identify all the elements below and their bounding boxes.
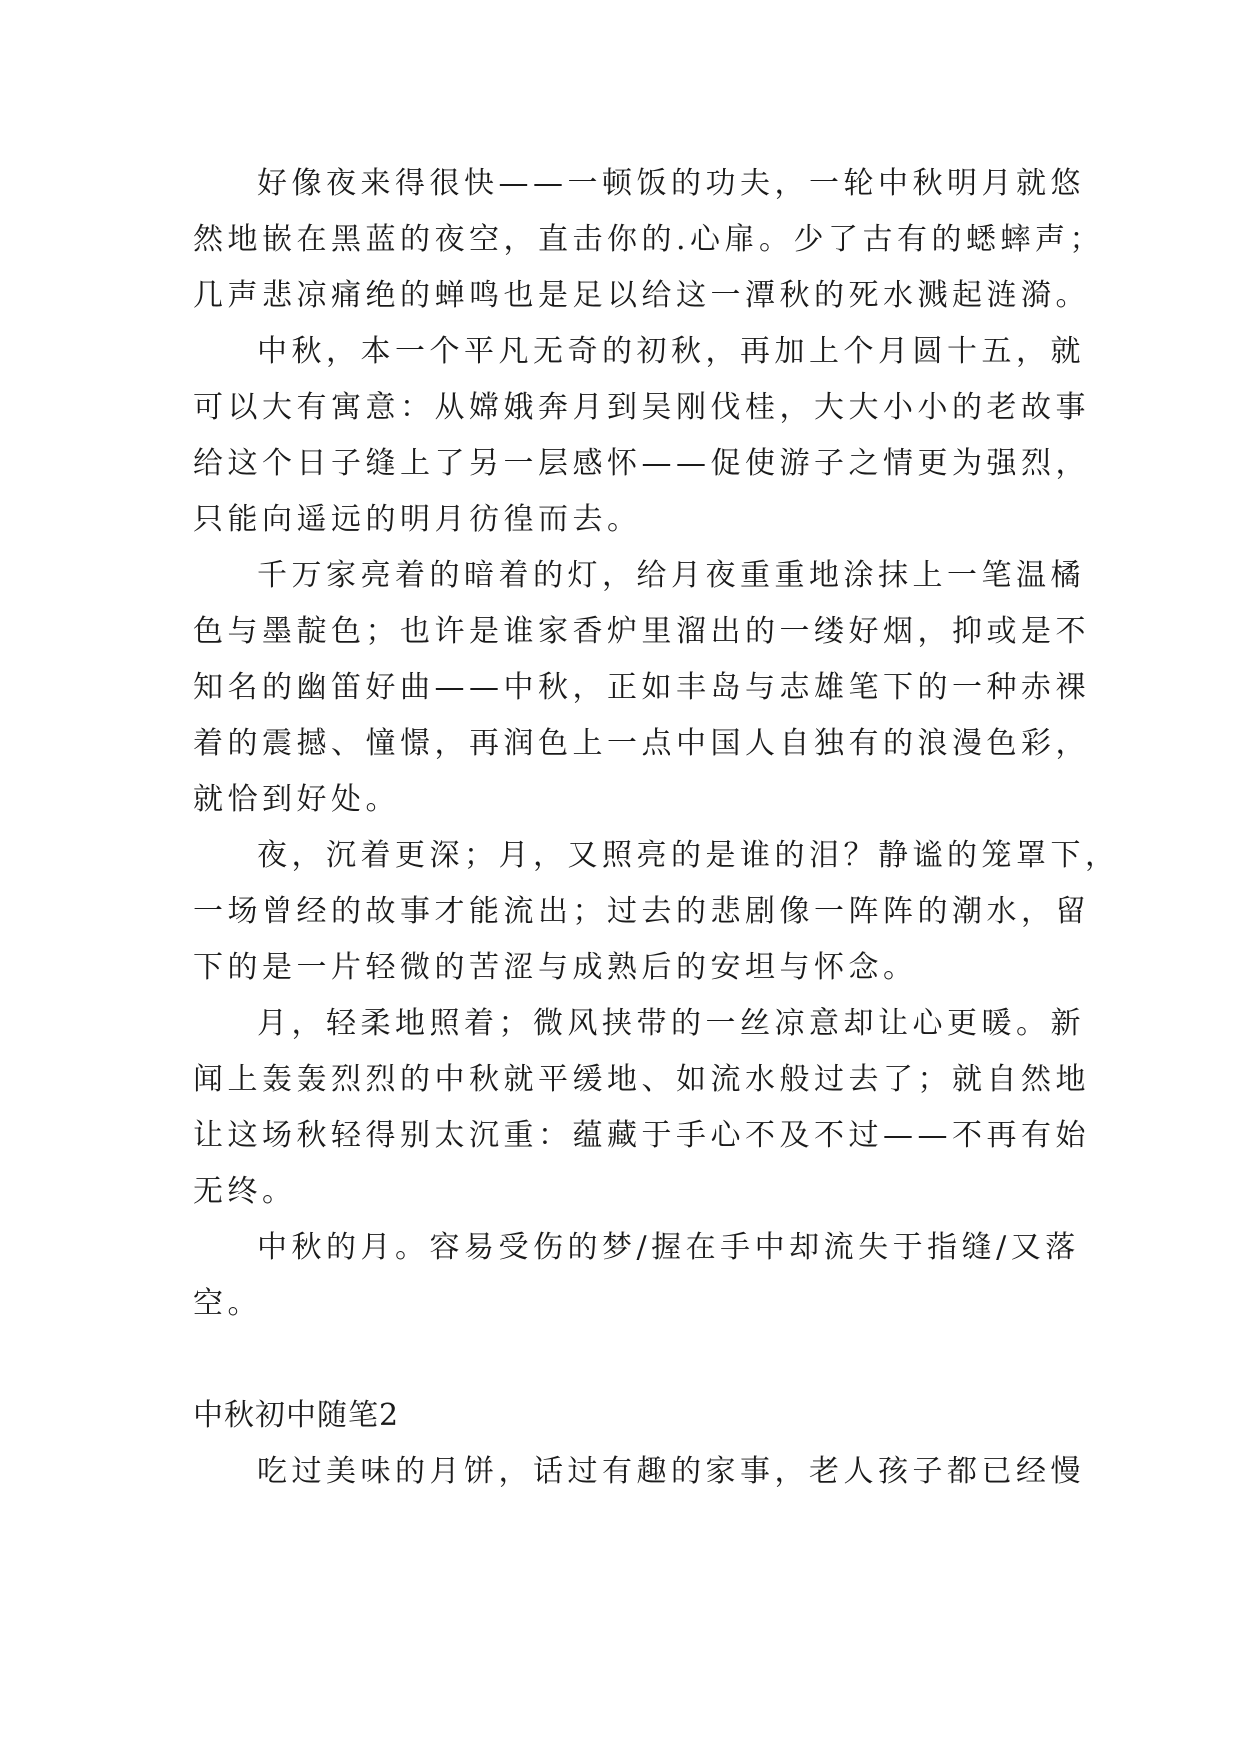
paragraph-2-line-2: 可以大有寓意：从嫦娥奔月到吴刚伐桂，大大小小的老故事 (193, 390, 1090, 425)
paragraph-5-line-2: 闻上轰轰烈烈的中秋就平缓地、如流水般过去了；就自然地 (193, 1062, 1090, 1097)
paragraph-5-line-4: 无终。 (193, 1174, 297, 1209)
paragraph-3-line-4: 着的震撼、憧憬，再润色上一点中国人自独有的浪漫色彩， (193, 726, 1090, 761)
paragraph-3-line-1: 千万家亮着的暗着的灯，给月夜重重地涂抹上一笔温橘 (257, 558, 1085, 593)
section-heading: 中秋初中随笔2 (193, 1398, 400, 1433)
paragraph-2-line-4: 只能向遥远的明月彷徨而去。 (193, 502, 642, 537)
paragraph-4-line-1: 夜，沉着更深；月，又照亮的是谁的泪？静谧的笼罩下， (257, 838, 1120, 873)
paragraph-3-line-2: 色与墨靛色；也许是谁家香炉里溜出的一缕好烟，抑或是不 (193, 614, 1090, 649)
paragraph-7-line-1: 吃过美味的月饼，话过有趣的家事，老人孩子都已经慢 (257, 1454, 1085, 1489)
paragraph-2-line-3: 给这个日子缝上了另一层感怀——促使游子之情更为强烈， (193, 446, 1090, 481)
paragraph-5-line-1: 月，轻柔地照着；微风挟带的一丝凉意却让心更暖。新 (257, 1006, 1085, 1041)
paragraph-3-line-5: 就恰到好处。 (193, 782, 400, 817)
paragraph-6-line-2: 空。 (193, 1286, 262, 1321)
paragraph-1-line-1: 好像夜来得很快——一顿饭的功夫，一轮中秋明月就悠 (257, 166, 1085, 201)
paragraph-5-line-3: 让这场秋轻得别太沉重：蕴藏于手心不及不过——不再有始 (193, 1118, 1090, 1153)
paragraph-4-line-2: 一场曾经的故事才能流出；过去的悲剧像一阵阵的潮水，留 (193, 894, 1090, 929)
paragraph-1-line-3: 几声悲凉痛绝的蝉鸣也是足以给这一潭秋的死水溅起涟漪。 (193, 278, 1090, 313)
paragraph-4-line-3: 下的是一片轻微的苦涩与成熟后的安坦与怀念。 (193, 950, 918, 985)
paragraph-1-line-2: 然地嵌在黑蓝的夜空，直击你的.心扉。少了古有的蟋蟀声； (193, 222, 1105, 257)
paragraph-6-line-1: 中秋的月。容易受伤的梦/握在手中却流失于指缝/又落 (257, 1230, 1080, 1265)
paragraph-3-line-3: 知名的幽笛好曲——中秋，正如丰岛与志雄笔下的一种赤裸 (193, 670, 1090, 705)
paragraph-2-line-1: 中秋，本一个平凡无奇的初秋，再加上个月圆十五，就 (257, 334, 1085, 369)
